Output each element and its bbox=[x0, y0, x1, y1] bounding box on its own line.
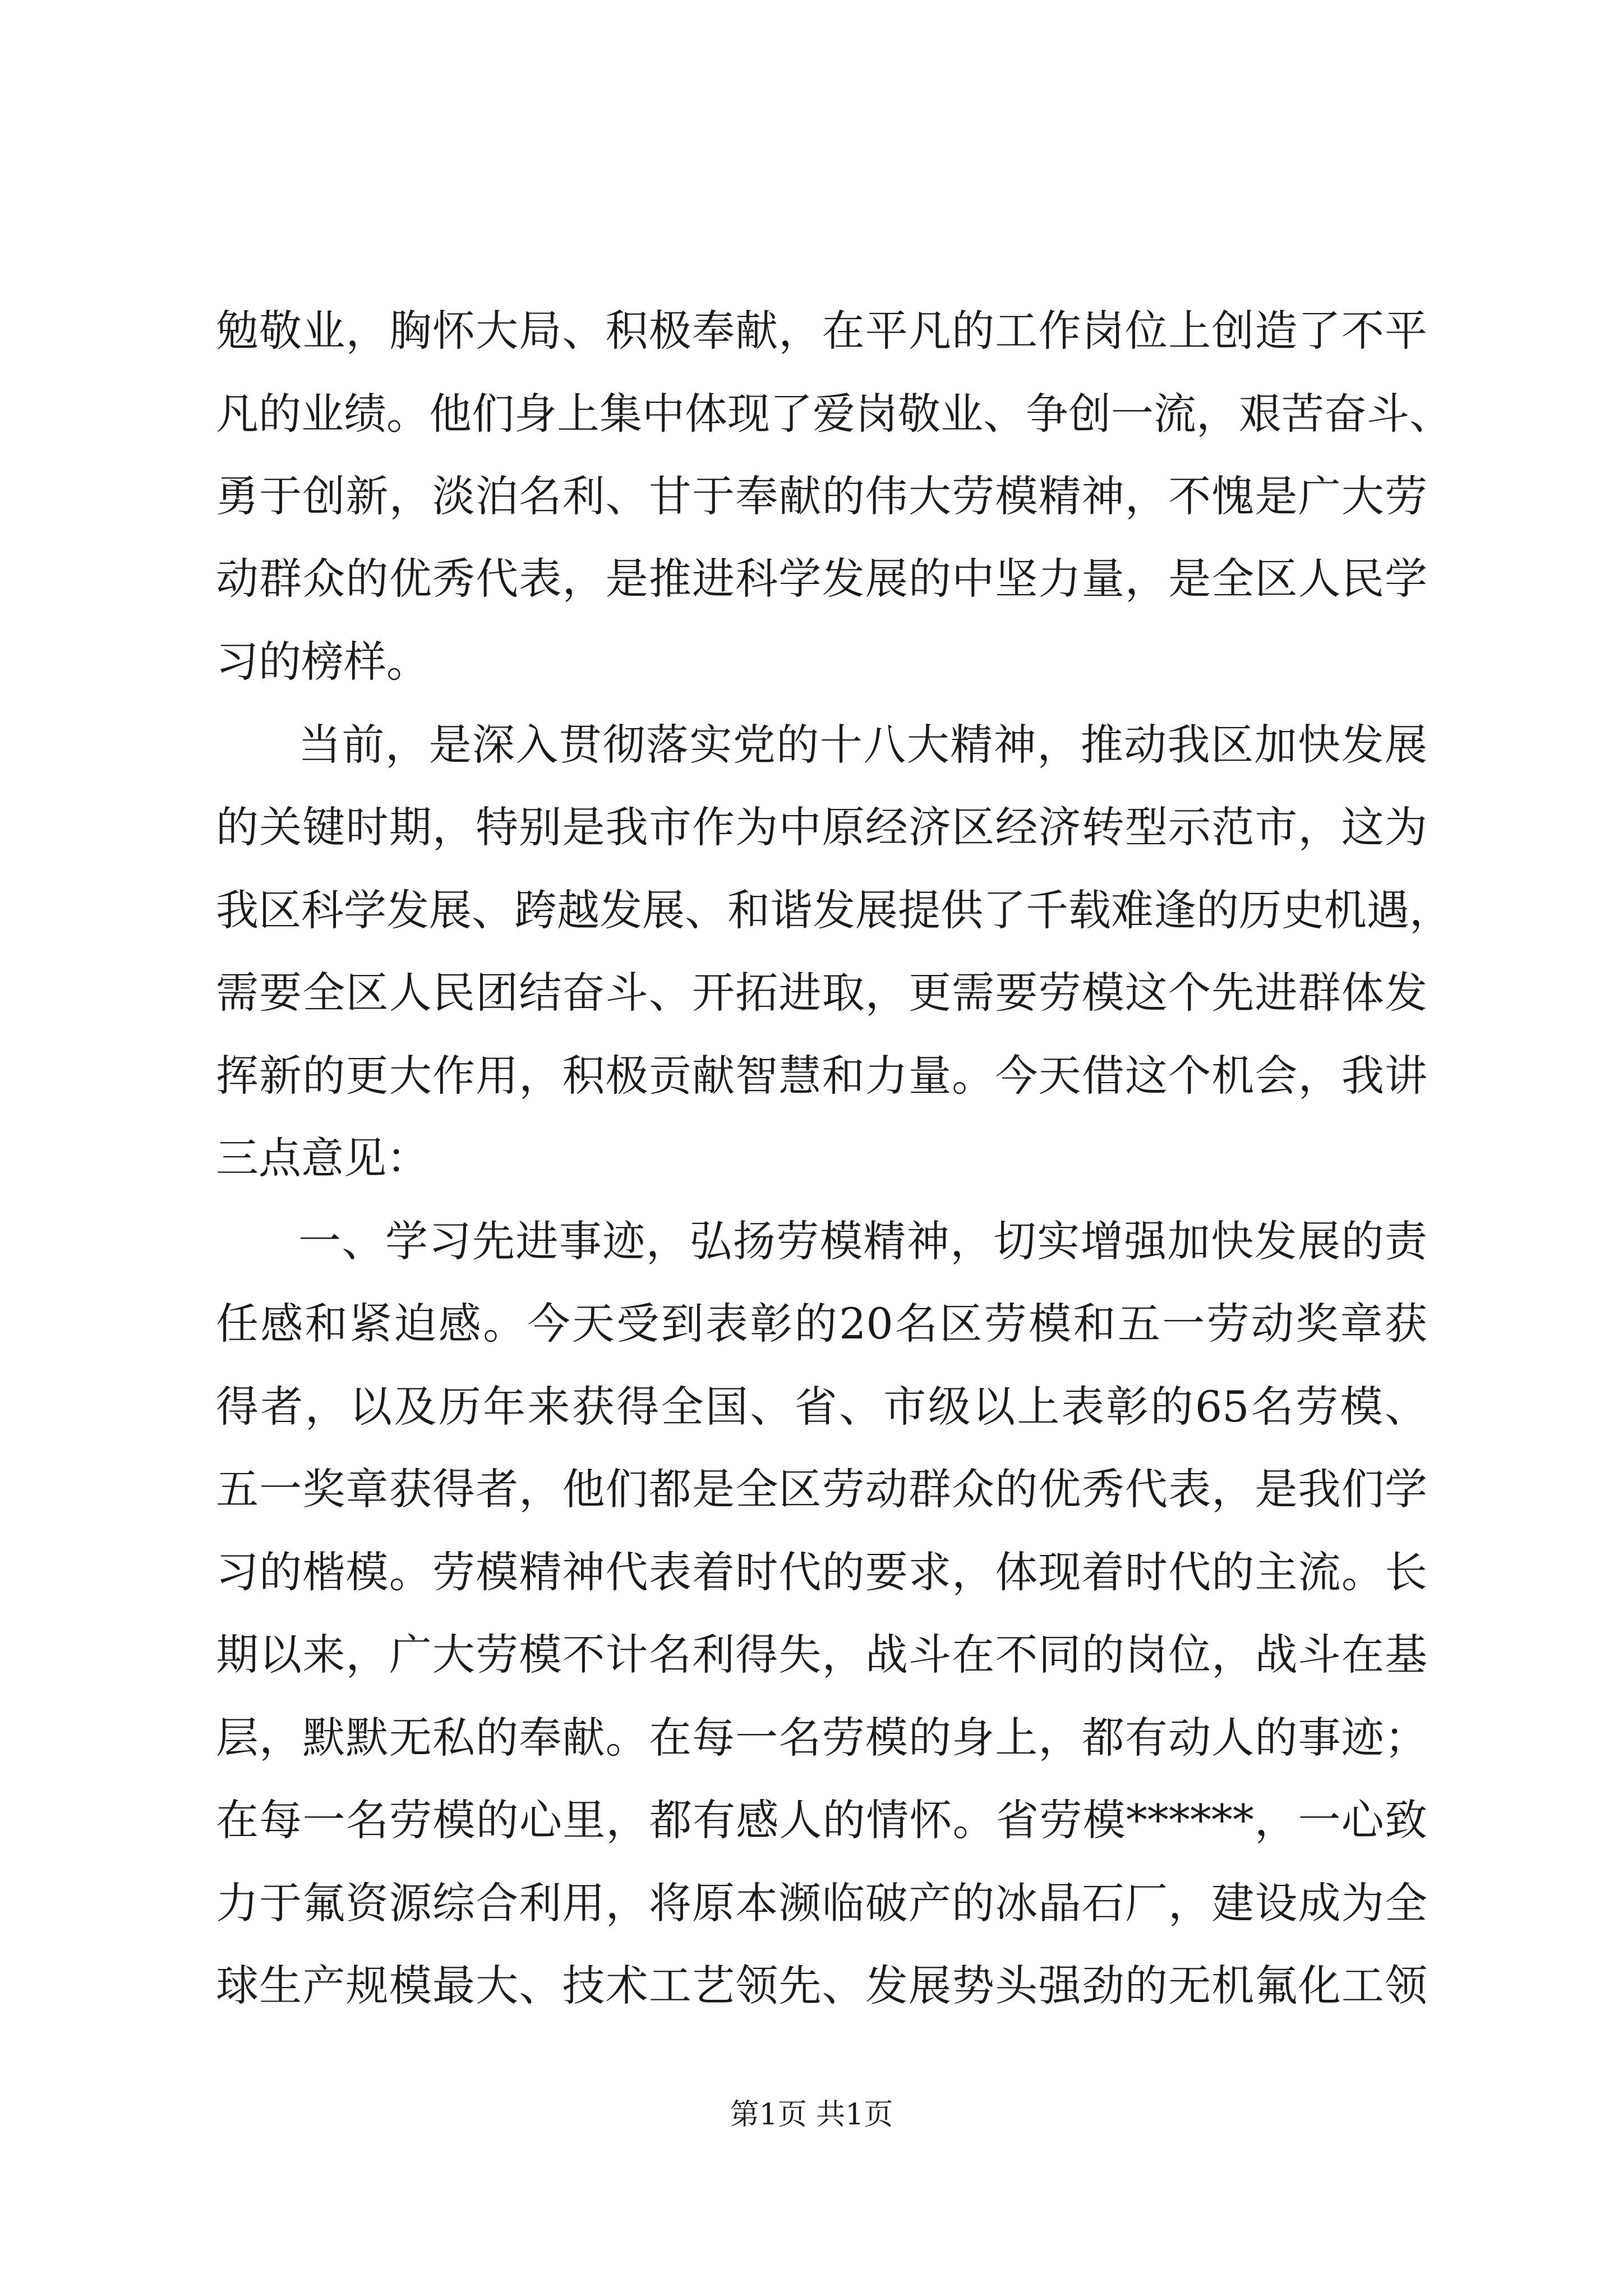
text-line: 习的榜样。 bbox=[216, 637, 429, 687]
text-line: 挥新的更大作用，积极贡献智慧和力量。今天借这个机会，我讲 bbox=[216, 1051, 1427, 1101]
text-line: 我区科学发展、跨越发展、和谐发展提供了千载难逢的历史机遇， bbox=[216, 885, 1452, 935]
text-line: 需要全区人民团结奋斗、开拓进取，更需要劳模这个先进群体发 bbox=[216, 968, 1427, 1018]
text-line: 得者，以及历年来获得全国、省、市级以上表彰的65名劳模、 bbox=[216, 1382, 1427, 1432]
text-line: 凡的业绩。他们身上集中体现了爱岗敬业、争创一流，艰苦奋斗、 bbox=[216, 389, 1452, 439]
text-line: 勉敬业，胸怀大局、积极奉献，在平凡的工作岗位上创造了不平 bbox=[216, 306, 1427, 356]
text-line: 力于氟资源综合利用，将原本濒临破产的冰晶石厂，建设成为全 bbox=[216, 1878, 1427, 1928]
text-line: 层，默默无私的奉献。在每一名劳模的身上，都有动人的事迹； bbox=[216, 1713, 1427, 1763]
text-line: 球生产规模最大、技术工艺领先、发展势头强劲的无机氟化工领 bbox=[216, 1961, 1427, 2010]
paragraph-first-line: 当前，是深入贯彻落实党的十八大精神，推动我区加快发展 bbox=[298, 720, 1427, 770]
text-line: 三点意见： bbox=[216, 1133, 429, 1183]
text-line: 习的楷模。劳模精神代表着时代的要求，体现着时代的主流。长 bbox=[216, 1547, 1427, 1597]
text-line: 任感和紧迫感。今天受到表彰的20名区劳模和五一劳动奖章获 bbox=[216, 1299, 1427, 1349]
page-footer: 第1页 共1页 bbox=[730, 2098, 893, 2132]
text-line: 期以来，广大劳模不计名利得失，战斗在不同的岗位，战斗在基 bbox=[216, 1630, 1427, 1680]
text-line: 五一奖章获得者，他们都是全区劳动群众的优秀代表，是我们学 bbox=[216, 1464, 1427, 1514]
text-line: 勇于创新，淡泊名利、甘于奉献的伟大劳模精神，不愧是广大劳 bbox=[216, 471, 1427, 521]
paragraph-first-line: 一、学习先进事迹，弘扬劳模精神，切实增强加快发展的责 bbox=[298, 1216, 1427, 1266]
text-line: 动群众的优秀代表，是推进科学发展的中坚力量，是全区人民学 bbox=[216, 554, 1427, 604]
text-line: 的关键时期，特别是我市作为中原经济区经济转型示范市，这为 bbox=[216, 802, 1427, 852]
text-line: 在每一名劳模的心里，都有感人的情怀。省劳模******，一心致 bbox=[216, 1795, 1427, 1845]
